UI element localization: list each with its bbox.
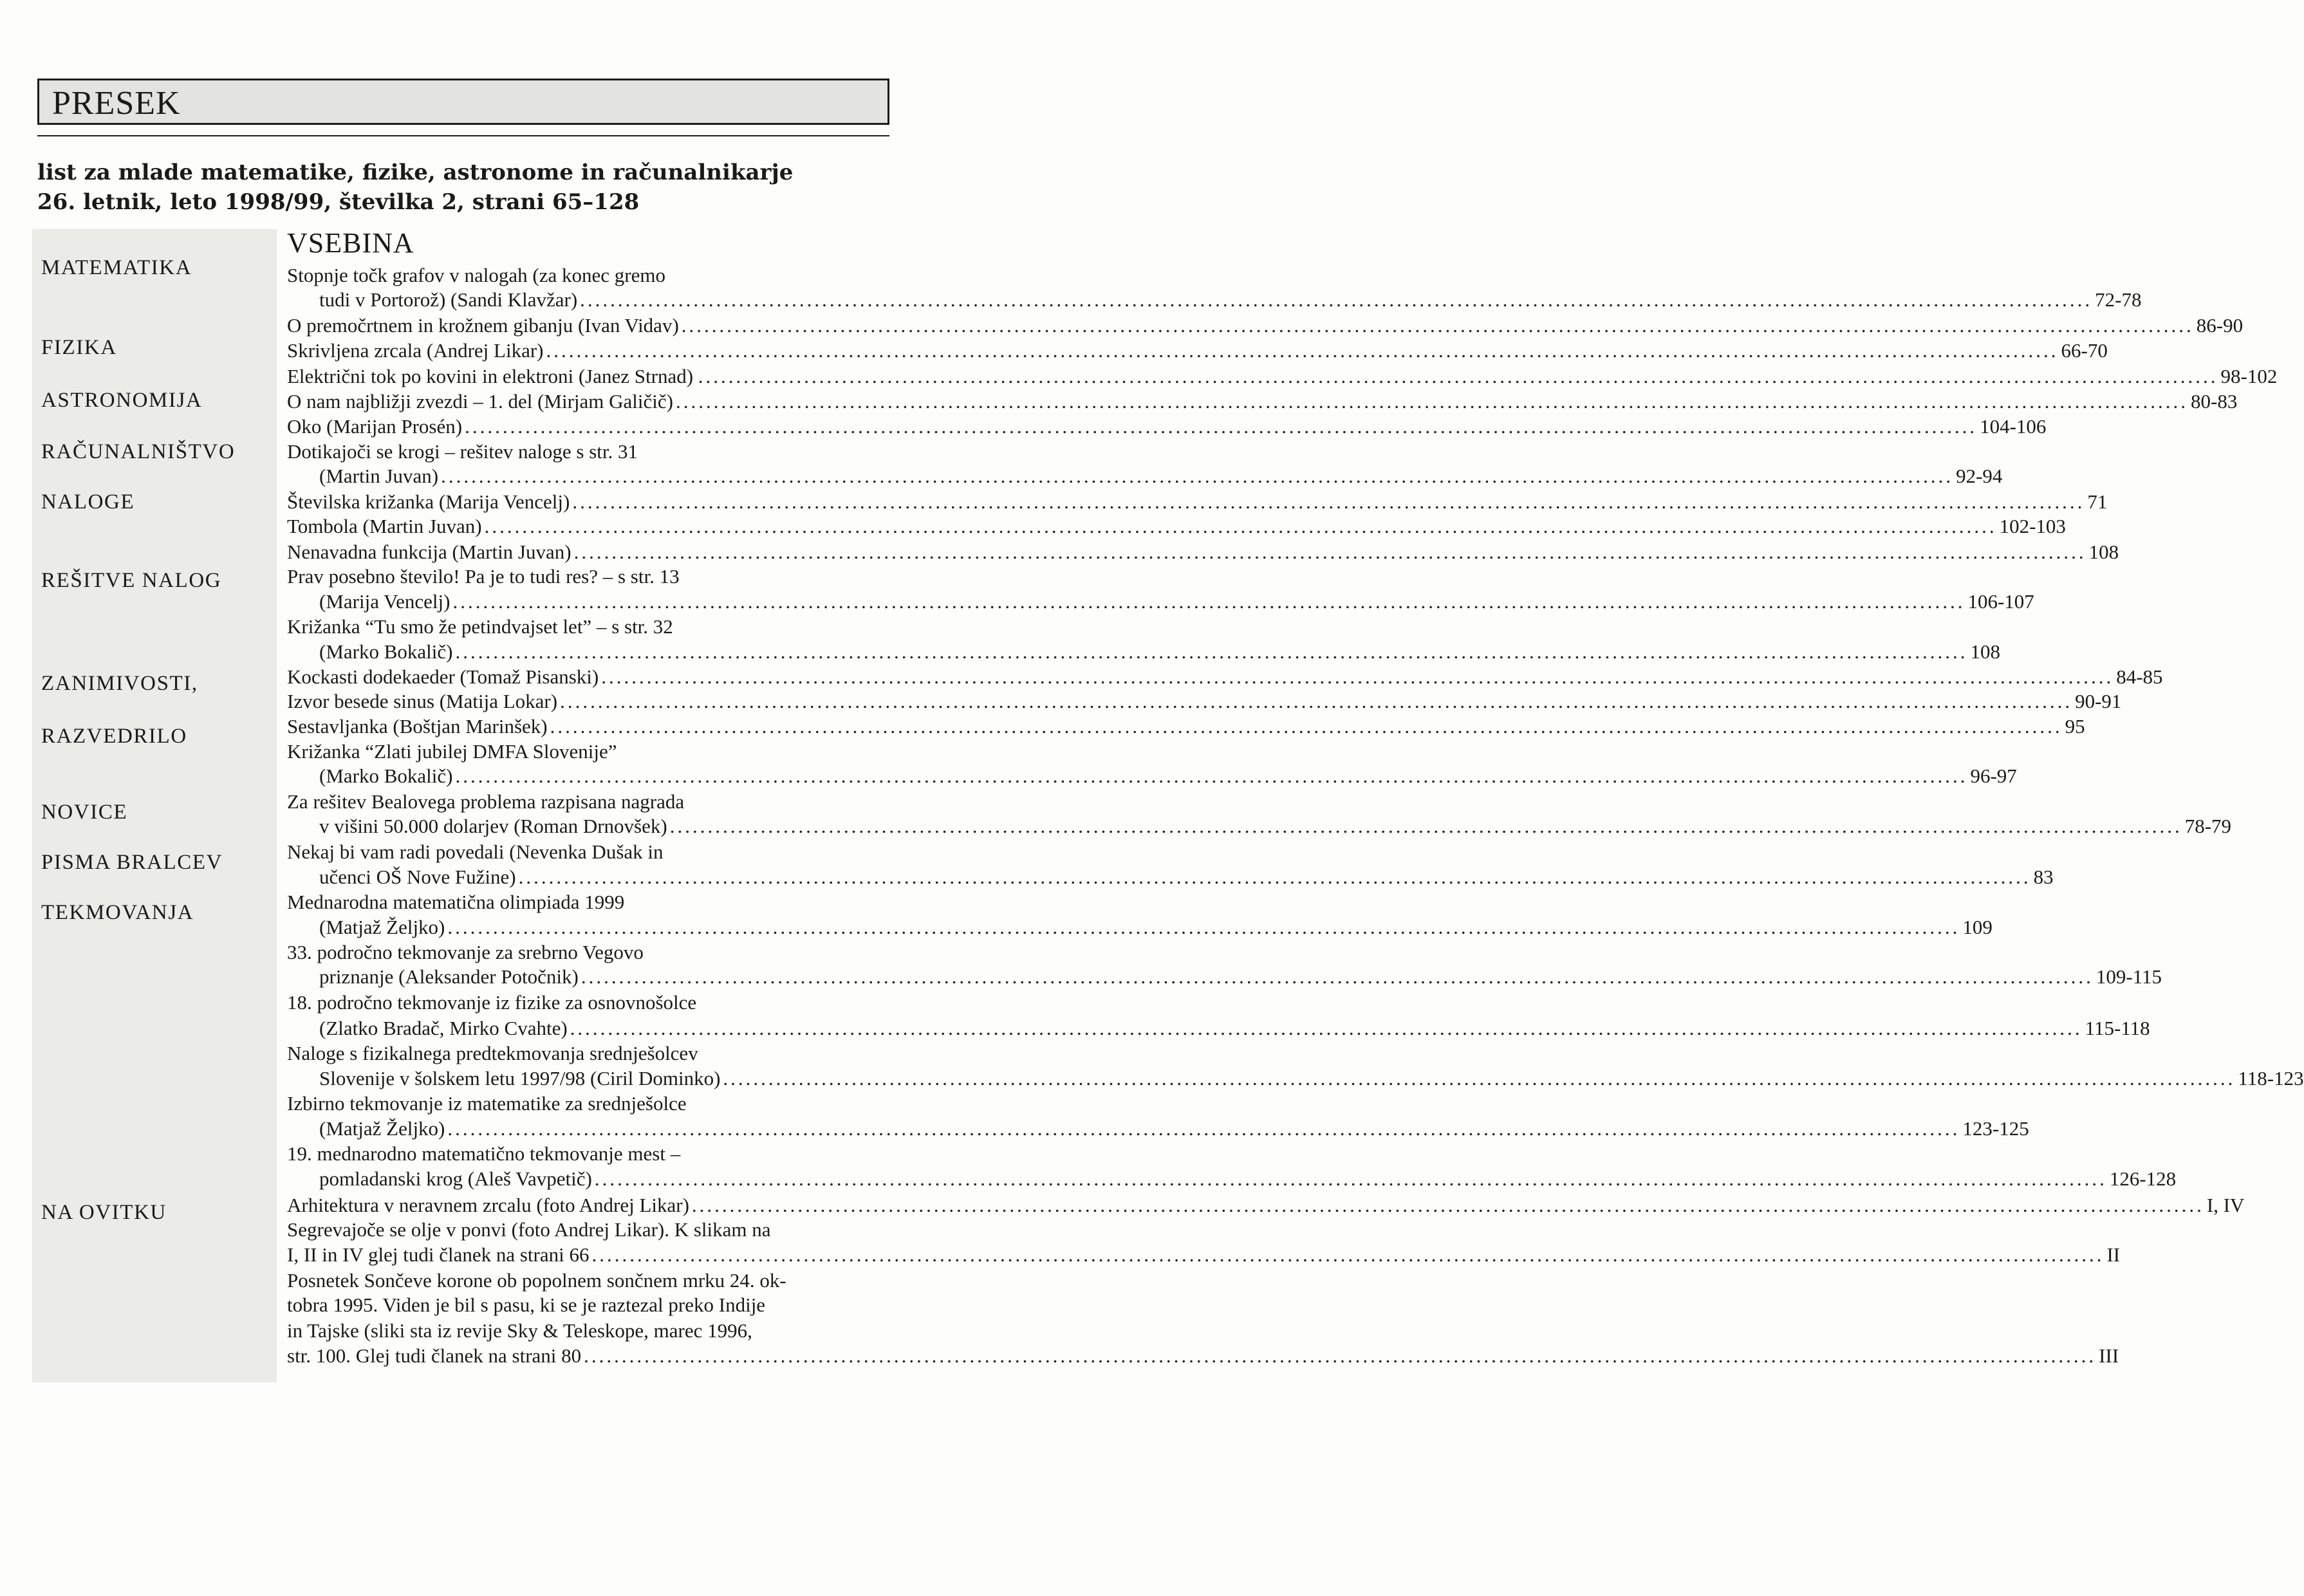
toc-entry [287,365,2278,391]
toc-entry-page: 90-91 [2075,690,2122,712]
toc-entry-page: 95 [2065,715,2085,738]
toc-entry-page: 102-103 [1999,515,2066,537]
section-label: TEKMOVANJA [41,901,194,924]
toc-entry-page: 106-107 [1967,590,2034,613]
toc-entry-page: 104-106 [1980,415,2047,438]
toc-entry [287,565,886,591]
toc-entry [319,815,2232,840]
section-label: PISMA BRALCEV [41,851,223,874]
toc-entry [319,866,2054,891]
toc-entry-text: tudi v Portorož) (Sandi Klavžar) [319,288,578,311]
toc-entry-text: v višini 50.000 dolarjev (Roman Drnovšek) [319,815,667,837]
toc-entry-text: Nekaj bi vam radi povedali (Nevenka Dušak in [287,840,664,863]
toc-entry [287,690,2122,716]
toc-entry-text: Posnetek Sončeve korone ob popolnem sončnem mrku 24. ok- [287,1269,786,1292]
toc-entry [319,1067,2304,1093]
toc-entry [287,515,2066,541]
dot-leader: ........................................................................................................................................................................................................ [447,1117,1960,1140]
toc-entry-text: Dotikajoči se krogi – rešitev naloge s str. 31 [287,440,638,463]
toc-entry-text: priznanje (Aleksander Potočnik) [319,965,579,988]
toc-entry-page: 109 [1962,916,1993,938]
dot-leader: ........................................................................................................................................................................................................ [594,1167,2107,1190]
toc-entry-text: Križanka “Zlati jubilej DMFA Slovenije” [287,740,617,763]
toc-entry [287,1194,2245,1220]
toc-entry [319,765,2017,790]
toc-entry-page: 118-123 [2238,1067,2304,1090]
toc-entry [287,1344,2119,1370]
toc-entry-text: 18. področno tekmovanje iz fizike za osnovnošolce [287,991,697,1014]
toc-entry [319,1117,2029,1143]
toc-entry-text: tobra 1995. Viden je bil s pasu, ki se je raztezal preko Indije [287,1294,766,1316]
dot-leader: ........................................................................................................................................................................................................ [546,339,2059,362]
toc-entry [287,840,886,866]
toc-entry-text: Tombola (Martin Juvan) [287,515,482,537]
toc-entry-text: Izvor besede sinus (Matija Lokar) [287,690,558,712]
toc-entry-text: (Marko Bokalič) [319,640,453,663]
toc-entry-text: Prav posebno število! Pa je to tudi res? – s str. 13 [287,565,680,588]
toc-entry-page: 66-70 [2061,339,2108,362]
toc-entry-page: 108 [2088,541,2119,563]
dot-leader: ........................................................................................................................................................................................................ [441,465,1954,487]
toc-entry-text: 33. področno tekmovanje za srebrno Vegovo [287,941,644,963]
toc-entry [287,541,2119,566]
toc-entry-text: Električni tok po kovini in elektroni (Janez Strnad) . [287,365,703,387]
section-label: NA OVITKU [41,1201,167,1224]
toc-entry-page: 96-97 [1970,765,2017,787]
toc-entry [287,1319,886,1345]
toc-entry-text: Arhitektura v neravnem zrcalu (foto Andrej Likar) [287,1194,689,1216]
toc-entry-page: 109-115 [2095,965,2162,988]
toc-entry-page: 71 [2087,490,2108,513]
dot-leader: ........................................................................................................................................................................................................ [455,640,1968,663]
toc-entry-page: 126-128 [2109,1167,2177,1190]
toc-entry [287,264,886,290]
toc-entry-text: Številska križanka (Marija Vencelj) [287,490,570,513]
subtitle-line-2: 26. letnik, leto 1998/99, številka 2, strani 65–128 [37,189,640,215]
toc-entry-text: pomladanski krog (Aleš Vavpetič) [319,1167,592,1190]
toc-entry-text: O nam najbližji zvezdi – 1. del (Mirjam Galičič) [287,390,673,413]
toc-entry-text: Sestavljanka (Boštjan Marinšek) [287,715,548,738]
toc-entry [287,1218,886,1244]
toc-entry [319,1017,2150,1043]
dot-leader: ........................................................................................................................................................................................................ [681,314,2194,337]
toc-entry [287,715,2085,741]
toc-entry [287,390,2238,416]
toc-entry-page: I, IV [2206,1194,2245,1216]
toc-entry-text: (Matjaž Željko) [319,1117,445,1140]
toc-entry-text: Kockasti dodekaeder (Tomaž Pisanski) [287,665,599,688]
toc-entry [287,339,2108,365]
toc-entry-page: III [2099,1344,2119,1367]
dot-leader: ........................................................................................................................................................................................................ [572,490,2085,513]
toc-entry-text: Za rešitev Bealovega problema razpisana nagrada [287,790,685,813]
toc-entry-page: 80-83 [2191,390,2238,413]
toc-entry [319,640,2000,666]
section-label: RAČUNALNIŠTVO [41,440,236,463]
toc-entry [287,1142,886,1168]
toc-entry [287,1092,886,1118]
toc-entry-text: I, II in IV glej tudi članek na strani 66 [287,1243,590,1266]
toc-entry [287,991,886,1017]
section-label: ZANIMIVOSTI, [41,672,198,695]
toc-entry [287,1269,886,1295]
dot-leader: ........................................................................................................................................................................................................ [581,965,2094,988]
toc-entry-text: Izbirno tekmovanje iz matematike za srednješolce [287,1092,687,1115]
toc-entry-text: (Martin Juvan) [319,465,439,487]
toc-entry [287,490,2108,516]
toc-entry-text: učenci OŠ Nove Fužine) [319,866,516,888]
masthead-rule [37,135,889,136]
toc-entry [287,314,2244,340]
toc-entry-page: 86-90 [2196,314,2244,337]
toc-entry-text: str. 100. Glej tudi članek na strani 80 [287,1344,582,1367]
toc-entry [287,615,886,641]
toc-entry-text: (Matjaž Željko) [319,916,445,938]
dot-leader: ........................................................................................................................................................................................................ [452,590,1965,613]
section-label: REŠITVE NALOG [41,569,222,592]
toc-entry-text: Skrivljena zrcala (Andrej Likar) [287,339,544,362]
toc-entry [287,790,886,816]
toc-entry [319,1167,2177,1193]
dot-leader: ........................................................................................................................................................................................................ [676,390,2188,413]
toc-entry [287,1294,886,1319]
masthead-box [37,79,889,125]
toc-entry [319,916,1993,942]
dot-leader: ........................................................................................................................................................................................................ [518,866,2031,888]
contents-heading: VSEBINA [287,227,414,259]
dot-leader: ........................................................................................................................................................................................................ [550,715,2063,738]
toc-entry [319,965,2162,991]
toc-entry-page: 123-125 [1962,1117,2029,1140]
dot-leader: ........................................................................................................................................................................................................ [584,1344,2097,1367]
toc-entry-text: in Tajske (sliki sta iz revije Sky & Teleskope, marec 1996, [287,1319,752,1342]
dot-leader: ........................................................................................................................................................................................................ [591,1243,2104,1266]
section-label: NOVICE [41,801,128,824]
toc-entry-page: 84-85 [2116,665,2163,688]
toc-entry [287,415,2047,441]
toc-entry-page: 108 [1970,640,2000,663]
toc-entry-text: O premočrtnem in krožnem gibanju (Ivan Vidav) [287,314,679,337]
section-label: FIZIKA [41,336,117,359]
dot-leader: ........................................................................................................................................................................................................ [447,916,1960,938]
dot-leader: ........................................................................................................................................................................................................ [560,690,2073,712]
toc-entry-text: Segrevajoče se olje v ponvi (foto Andrej Likar). K slikam na [287,1218,771,1241]
toc-entry-text: (Zlatko Bradač, Mirko Cvahte) [319,1017,568,1039]
dot-leader: ........................................................................................................................................................................................................ [465,415,1978,438]
toc-entry-text: Naloge s fizikalnega predtekmovanja srednješolcev [287,1042,698,1064]
toc-entry [287,665,2163,691]
toc-entry-text: Stopnje točk grafov v nalogah (za konec gremo [287,264,665,286]
dot-leader: ........................................................................................................................................................................................................ [723,1067,2236,1090]
dot-leader: ........................................................................................................................................................................................................ [573,541,2086,563]
toc-entry-text: (Marko Bokalič) [319,765,453,787]
toc-entry [287,941,886,967]
dot-leader: ........................................................................................................................................................................................................ [484,515,1997,537]
toc-entry-page: 83 [2033,866,2054,888]
dot-leader: ........................................................................................................................................................................................................ [580,288,2093,311]
toc-entry [287,740,886,766]
toc-entry-page: 78-79 [2184,815,2232,837]
toc-entry-page: 98-102 [2220,365,2278,387]
toc-entry-page: II [2106,1243,2121,1266]
masthead-title: PRESEK [52,85,181,122]
toc-entry-text: Mednarodna matematična olimpiada 1999 [287,891,625,913]
toc-entry-text: Nenavadna funkcija (Martin Juvan) [287,541,571,563]
toc-entry-page: 92-94 [1956,465,2003,487]
section-label: RAZVEDRILO [41,725,187,748]
toc-entry [319,590,2034,616]
toc-entry [287,1042,886,1068]
dot-leader: ........................................................................................................................................................................................................ [705,365,2218,387]
toc-entry-text: 19. mednarodno matematično tekmovanje mest – [287,1142,681,1165]
toc-entry-page: 72-78 [2095,288,2142,311]
toc-entry-text: Oko (Marijan Prosén) [287,415,463,438]
toc-entry [287,1243,2121,1269]
dot-leader: ........................................................................................................................................................................................................ [601,665,2114,688]
dot-leader: ........................................................................................................................................................................................................ [691,1194,2204,1216]
dot-leader: ........................................................................................................................................................................................................ [455,765,1968,787]
toc-entry-text: Slovenije v šolskem letu 1997/98 (Ciril Dominko) [319,1067,721,1090]
section-label: MATEMATIKA [41,256,192,279]
toc-entry-text: (Marija Vencelj) [319,590,451,613]
toc-entry-text: Križanka “Tu smo že petindvajset let” – s str. 32 [287,615,673,638]
toc-entry [287,891,886,916]
dot-leader: ........................................................................................................................................................................................................ [570,1017,2083,1039]
toc-entry [319,288,2142,314]
toc-entry [319,465,2003,490]
toc-entry [287,440,886,466]
section-label: ASTRONOMIJA [41,389,203,412]
section-label: NALOGE [41,490,135,514]
dot-leader: ........................................................................................................................................................................................................ [669,815,2182,837]
subtitle-line-1: list za mlade matematike, fizike, astronome in računalnikarje [37,160,794,185]
toc-entry-page: 115-118 [2085,1017,2150,1039]
